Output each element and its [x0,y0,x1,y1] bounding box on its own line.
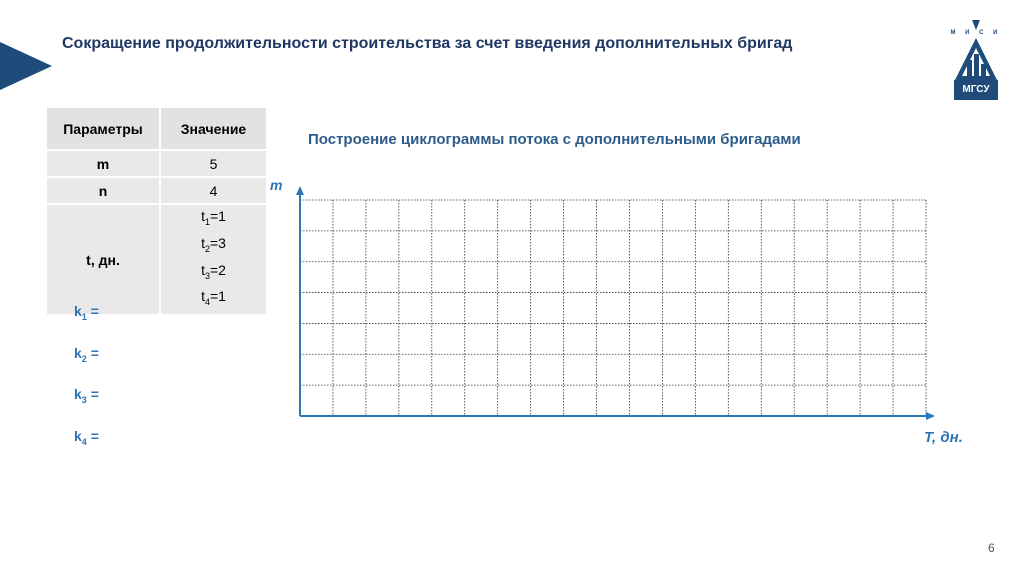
table-header-row [47,108,266,151]
page-number: 6 [988,541,995,555]
t-values-cell [161,205,266,316]
header-value: Значение [161,108,266,151]
value-cell: 4 [161,178,266,205]
coefficient-k3: $k_3$ = [74,386,99,405]
y-axis-label: m [270,177,283,193]
logo-text: МГСУ [962,84,990,95]
cyclogram-title: Построение циклограммы потока с дополнительными бригадами [308,131,801,148]
param-cell: t, дн. [47,205,161,316]
table-row [47,178,266,205]
cyclogram-grid [290,186,940,422]
param-cell: n [47,178,161,205]
slide-title: Сокращение продолжительности строительства за счет введения дополнительных бригад [62,35,793,52]
t-value: $t_1=1$ [201,208,226,227]
parameters-table [47,108,266,316]
grid-lines [300,200,926,416]
table-row [47,151,266,178]
x-axis-arrow-icon [926,412,935,420]
coefficient-k1: $k_1$ = [74,303,99,322]
x-axis-label: T, дн. [924,429,963,446]
t-value: $t_2=3$ [201,234,226,254]
mgsu-logo [950,20,1002,102]
value-cell: 5 [161,151,266,178]
logo-small-text: М И С И [950,30,1002,36]
coefficient-k2: $k_2$ = [74,345,99,364]
header-parameters: Параметры [47,108,161,151]
t-value: $t_4=1$ [201,288,226,308]
corner-arrow-decoration [0,42,52,90]
coefficient-k4: $k_4$ = [74,428,99,447]
y-axis-arrow-icon [296,186,304,195]
t-value: $t_3=2$ [201,261,226,281]
param-cell: m [47,151,161,178]
table-row [47,205,266,316]
